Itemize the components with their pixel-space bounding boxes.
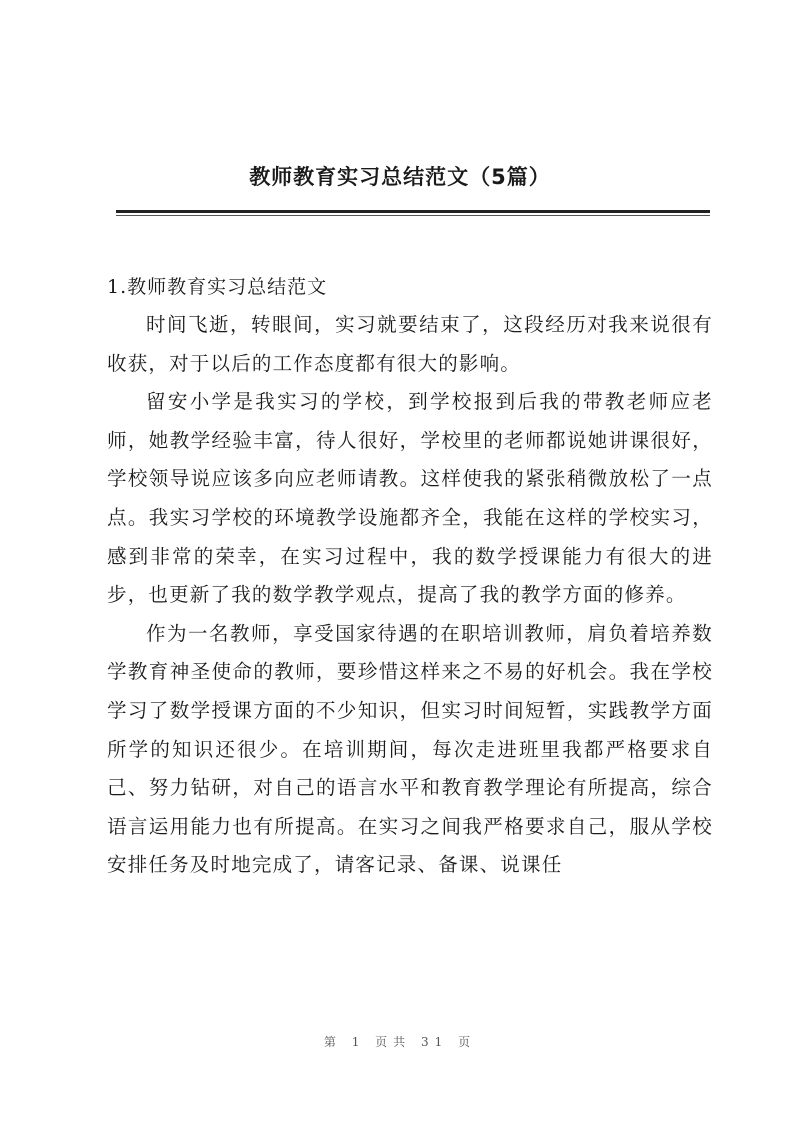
title-divider <box>116 210 710 213</box>
document-body <box>107 268 713 885</box>
paragraph-1: 时间飞逝，转眼间，实习就要结束了，这段经历对我来说很有收获，对于以后的工作态度都有很大的影响。 <box>107 313 713 375</box>
paragraph-3: 作为一名教师，享受国家待遇的在职培训教师，肩负着培养数学教育神圣使命的教师，要珍惜这样来之不易的好机会。我在学校学习了数学授课方面的不少知识，但实习时间短暂，实践教学方面所学的知识还很少。在培训期间，每次走进班里我都严格要求自己、努力钻研，对自己的语言水平和教育教学理论有所提高，综合语言运用能力也有所提高。在实习之间我严格要求自己，服从学校安排任务及时地完成了，请客记录、备课、说课任 <box>107 621 713 877</box>
page-title: 教师教育实习总结范文（5篇） <box>249 165 551 189</box>
page-number-footer: 第 1 页共 31 页 <box>323 1035 477 1049</box>
title-divider-thin <box>116 215 710 216</box>
paragraph-2: 留安小学是我实习的学校，到学校报到后我的带教老师应老师，她教学经验丰富，待人很好，学校里的老师都说她讲课很好，学校领导说应该多向应老师请教。这样使我的紧张稍微放松了一点点。我实习学校的环境教学设施都齐全，我能在这样的学校实习，感到非常的荣幸，在实习过程中，我的数学授课能力有很大的进步，也更新了我的数学教学观点，提高了我的教学方面的修养。 <box>107 390 713 607</box>
section-heading: 1.教师教育实习总结范文 <box>107 276 328 298</box>
